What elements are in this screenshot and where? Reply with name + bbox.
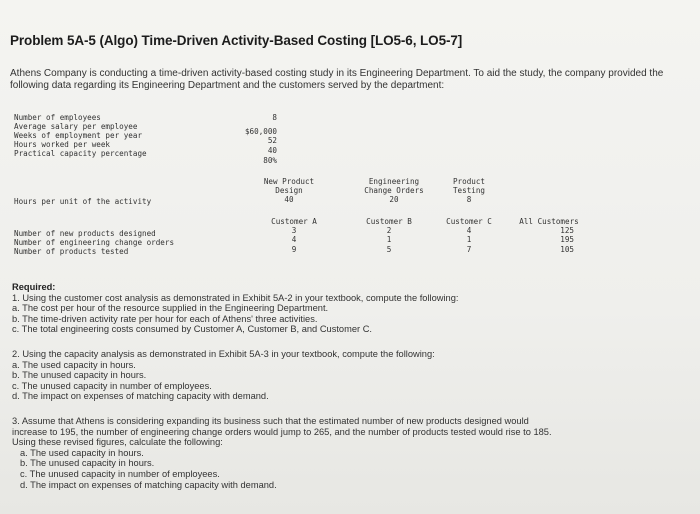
question-2a: a. The used capacity in hours. bbox=[12, 359, 136, 370]
question-1a: a. The cost per hour of the resource supplied in the Engineering Department. bbox=[12, 303, 329, 314]
customer-header-b: Customer B bbox=[366, 217, 412, 226]
activity-value-new-product-design: 40 bbox=[284, 195, 294, 204]
activity-value-engineering-change-orders: 20 bbox=[389, 195, 399, 204]
dept-value-employees: 8 bbox=[272, 113, 277, 122]
dept-label-hours: Hours worked per week bbox=[14, 140, 111, 149]
question-3-line-1: 3. Assume that Athens is considering expanding its business such that the estimated number of new products designed would bbox=[12, 415, 529, 426]
question-2b: b. The unused capacity in hours. bbox=[12, 370, 147, 381]
dept-value-hours: 40 bbox=[267, 146, 277, 155]
customer-header-all: All Customers bbox=[519, 217, 579, 226]
customer-row-label-change-orders: Number of engineering change orders bbox=[14, 238, 175, 247]
all-customers-change-orders: 195 bbox=[560, 235, 574, 244]
problem-title: Problem 5A-5 (Algo) Time-Driven Activity-Based Costing [LO5-6, LO5-7] bbox=[10, 33, 463, 48]
activity-value-product-testing: 8 bbox=[466, 195, 472, 204]
customer-a-change-orders: 4 bbox=[291, 235, 297, 244]
all-customers-products-designed: 125 bbox=[560, 226, 574, 235]
all-customers-products-tested: 105 bbox=[560, 245, 574, 254]
data-table bbox=[14, 113, 614, 263]
question-3b: b. The unused capacity in hours. bbox=[20, 458, 155, 469]
question-3a: a. The used capacity in hours. bbox=[20, 447, 144, 458]
question-3c: c. The unused capacity in number of employees. bbox=[20, 468, 220, 479]
customer-row-label-products-tested: Number of products tested bbox=[14, 247, 129, 256]
customer-c-change-orders: 1 bbox=[466, 235, 472, 244]
customer-header-c: Customer C bbox=[446, 217, 492, 226]
dept-label-capacity: Practical capacity percentage bbox=[14, 149, 147, 158]
customer-a-products-tested: 9 bbox=[291, 245, 297, 254]
activity-header-product-testing: Product Testing bbox=[452, 177, 485, 195]
customer-row-label-products-designed: Number of new products designed bbox=[14, 229, 156, 238]
dept-label-employees: Number of employees bbox=[14, 113, 101, 122]
question-1b: b. The time-driven activity rate per hour for each of Athens' three activities. bbox=[12, 313, 318, 324]
customer-b-products-designed: 2 bbox=[386, 226, 392, 235]
question-3-line-3: Using these revised figures, calculate the following: bbox=[12, 437, 223, 448]
customer-header-a: Customer A bbox=[271, 217, 317, 226]
activity-row-label: Hours per unit of the activity bbox=[14, 197, 152, 206]
dept-value-capacity: 80% bbox=[263, 156, 277, 165]
question-1c: c. The total engineering costs consumed by Customer A, Customer B, and Customer C. bbox=[12, 324, 372, 335]
question-2d: d. The impact on expenses of matching capacity with demand. bbox=[12, 391, 269, 402]
question-1: 1. Using the customer cost analysis as demonstrated in Exhibit 5A-2 in your textbook, compute the following: bbox=[12, 292, 459, 303]
question-2: 2. Using the capacity analysis as demonstrated in Exhibit 5A-3 in your textbook, compute the following: bbox=[12, 348, 435, 359]
question-2c: c. The unused capacity in number of employees. bbox=[12, 380, 212, 391]
dept-value-salary: $60,000 bbox=[244, 127, 277, 136]
required-heading: Required: bbox=[12, 282, 56, 292]
question-3d: d. The impact on expenses of matching capacity with demand. bbox=[20, 479, 277, 490]
question-3-line-2: increase to 195, the number of engineering change orders would jump to 265, and the number of products tested would rise to 185. bbox=[12, 426, 552, 437]
customer-b-change-orders: 1 bbox=[386, 235, 392, 244]
customer-c-products-tested: 7 bbox=[466, 245, 472, 254]
activity-header-new-product-design: New Product Design bbox=[263, 177, 315, 195]
dept-label-salary: Average salary per employee bbox=[14, 122, 138, 131]
dept-label-weeks: Weeks of employment per year bbox=[14, 131, 143, 140]
activity-header-engineering-change-orders: Engineering Change Orders bbox=[364, 177, 424, 195]
customer-b-products-tested: 5 bbox=[386, 245, 392, 254]
customer-a-products-designed: 3 bbox=[291, 226, 297, 235]
intro-paragraph: Athens Company is conducting a time-driven activity-based costing study in its Engineering Department. To aid the study, the company provided the following data regarding its Engineering Department and the customers served by the department: bbox=[10, 68, 664, 91]
dept-value-weeks: 52 bbox=[267, 136, 277, 145]
required-section bbox=[12, 282, 692, 490]
customer-c-products-designed: 4 bbox=[466, 226, 472, 235]
